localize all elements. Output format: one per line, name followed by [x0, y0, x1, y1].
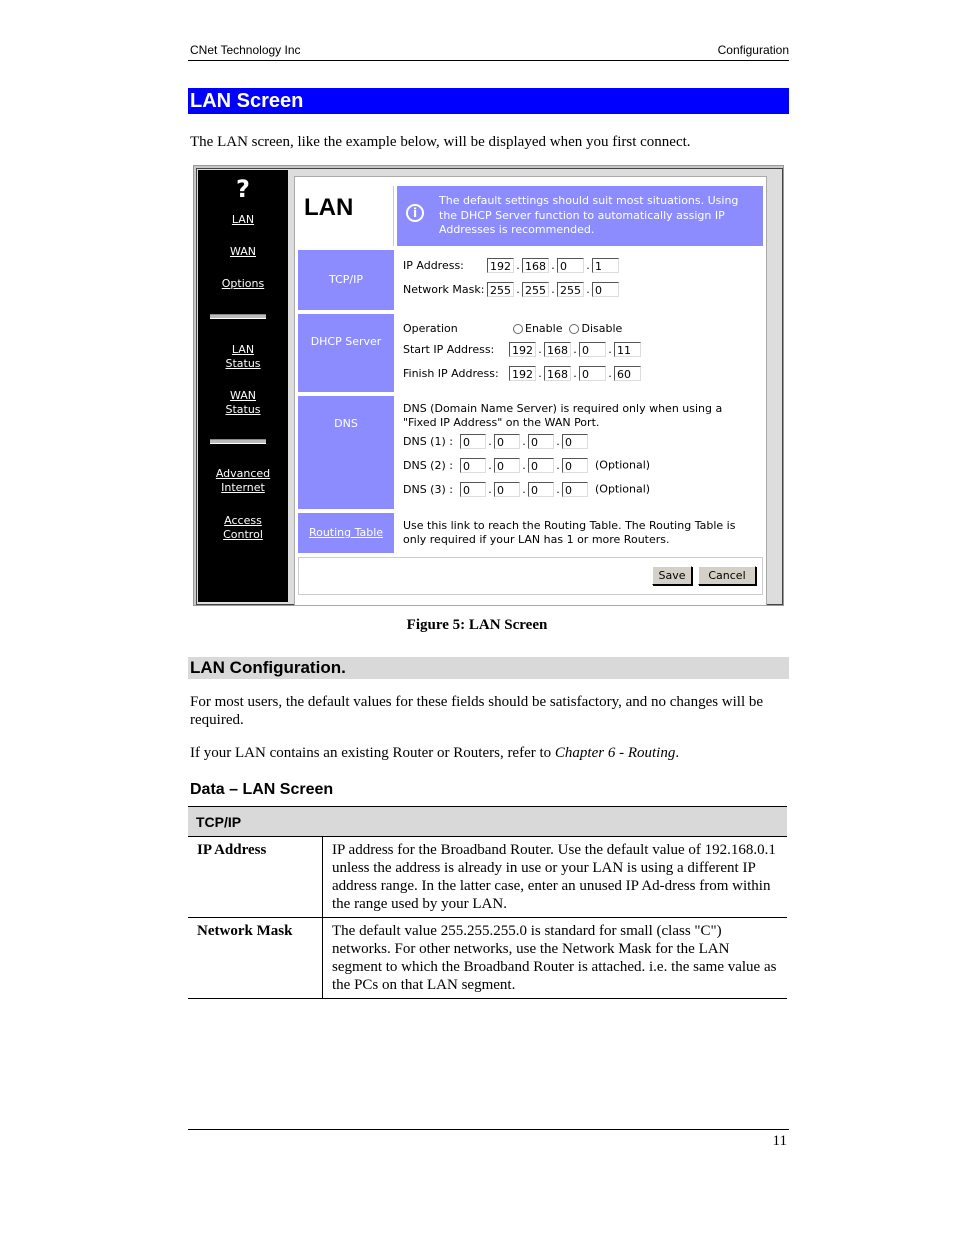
- paragraph-defaults: For most users, the default values for these fields should be satisfactory, and no changes will be required.: [190, 694, 764, 728]
- data-title: Data – LAN Screen: [190, 781, 334, 798]
- page-number: 11: [772, 1133, 787, 1149]
- header-left: CNet Technology Inc: [190, 43, 301, 57]
- enable-radio[interactable]: [513, 324, 523, 334]
- header-right: Configuration: [717, 43, 789, 57]
- save-button[interactable]: Save: [652, 566, 692, 585]
- dns3-octet-1[interactable]: 0: [460, 482, 486, 497]
- dns2-octet-1[interactable]: 0: [460, 458, 486, 473]
- sidebar-item-wan[interactable]: WAN: [229, 245, 257, 258]
- cancel-button[interactable]: Cancel: [698, 566, 756, 585]
- dns-section: DNS (Domain Name Server) is required only when using a "Fixed IP Address" on the WAN Port. DNS (1) : 0 . 0 . 0 . 0 DNS (2) : 0 . 0 . 0 . 0 (Optional) DNS (3) : 0 . 0 . 0 . 0 (Optional): [397, 396, 763, 509]
- sidebar-item-lan-status[interactable]: [198, 343, 288, 371]
- table-header-row: [188, 807, 787, 837]
- lan-screen-figure: [193, 165, 784, 606]
- table-value: The default value 255.255.255.0 is standard for small (class "C") networks. For other networks, use the Network Mask for the LAN segment to which the Broadband Router is attached. i.e. the same value as the PCs on that LAN segment.: [323, 918, 788, 999]
- finish-octet-3[interactable]: 0: [579, 366, 606, 381]
- table-key: IP Address: [188, 837, 323, 918]
- finish-ip-label: Finish IP Address:: [403, 366, 499, 380]
- sidebar-item-label: Advanced: [215, 467, 271, 480]
- sidebar-item-label: Control: [223, 528, 263, 541]
- section-title: LAN Screen: [188, 88, 789, 114]
- dns2-octet-2[interactable]: 0: [494, 458, 520, 473]
- sidebar-item-lan[interactable]: LAN: [231, 213, 255, 226]
- dns2-octet-3[interactable]: 0: [528, 458, 554, 473]
- table-header: TCP/IP: [188, 807, 787, 837]
- info-icon: i: [406, 204, 424, 222]
- start-ip-label: Start IP Address:: [403, 342, 495, 356]
- mask-octet-3[interactable]: 255: [557, 282, 584, 297]
- routing-table-link[interactable]: Routing Table: [308, 526, 384, 539]
- dns3-octet-4[interactable]: 0: [562, 482, 588, 497]
- finish-octet-4[interactable]: 60: [614, 366, 641, 381]
- help-icon[interactable]: ?: [236, 175, 250, 203]
- ip-octet-3[interactable]: 0: [557, 258, 584, 273]
- title-cell: [298, 186, 394, 246]
- ip-octet-4[interactable]: 1: [592, 258, 619, 273]
- dns3-octet-2[interactable]: 0: [494, 482, 520, 497]
- sidebar-item-label: Status: [225, 403, 261, 416]
- dns3-octet-3[interactable]: 0: [528, 482, 554, 497]
- disable-radio[interactable]: [569, 324, 579, 334]
- routing-section: [397, 513, 763, 553]
- dns1-octet-3[interactable]: 0: [528, 434, 554, 449]
- info-text: The default settings should suit most situations. Using the DHCP Server function to automatically assign IP Addresses is recommended.: [439, 194, 739, 236]
- tcpip-section: IP Address: 192 . 168 . 0 . 1 Network Mask: 255 . 255 . 255 . 0: [397, 250, 763, 310]
- lan-form: [294, 176, 767, 606]
- dns1-octet-4[interactable]: 0: [562, 434, 588, 449]
- mask-octet-2[interactable]: 255: [522, 282, 549, 297]
- sidebar-item-access-control[interactable]: [198, 514, 288, 542]
- header-rule: [188, 60, 789, 61]
- sidebar-item-label: Access: [224, 514, 262, 527]
- dns3-label: DNS (3) :: [403, 482, 453, 496]
- tcpip-label: TCP/IP: [298, 250, 394, 310]
- sidebar: [198, 170, 288, 602]
- data-table: [188, 806, 787, 999]
- dns3-optional: (Optional): [595, 482, 651, 496]
- sidebar-item-label: WAN: [229, 389, 257, 402]
- page-title: LAN: [304, 194, 354, 221]
- paragraph-text: .: [675, 745, 680, 761]
- enable-label: Enable: [525, 322, 563, 335]
- mask-octet-1[interactable]: 255: [487, 282, 514, 297]
- finish-octet-1[interactable]: 192: [509, 366, 536, 381]
- start-octet-1[interactable]: 192: [509, 342, 536, 357]
- dns2-label: DNS (2) :: [403, 458, 453, 472]
- chapter-reference: Chapter 6 - Routing: [554, 745, 676, 761]
- footer-rule: [188, 1129, 789, 1130]
- sidebar-item-label: LAN: [231, 343, 255, 356]
- start-octet-3[interactable]: 0: [579, 342, 606, 357]
- intro-paragraph: The LAN screen, like the example below, will be displayed when you first connect.: [190, 134, 691, 150]
- ip-octet-1[interactable]: 192: [487, 258, 514, 273]
- sidebar-divider: [210, 439, 266, 444]
- sidebar-item-label: Status: [225, 357, 261, 370]
- dns1-octet-1[interactable]: 0: [460, 434, 486, 449]
- dns2-optional: (Optional): [595, 458, 651, 472]
- dns-label: DNS: [298, 396, 394, 509]
- operation-label: Operation: [403, 322, 458, 335]
- dhcp-server-label: DHCP Server: [298, 314, 394, 392]
- start-octet-4[interactable]: 11: [614, 342, 641, 357]
- mask-octet-4[interactable]: 0: [592, 282, 619, 297]
- dns1-label: DNS (1) :: [403, 434, 453, 448]
- start-octet-2[interactable]: 168: [544, 342, 571, 357]
- dhcp-section: Operation Enable Disable Start IP Address: 192 . 168 . 0 . 11 Finish IP Address: 192 . 168 . 0 . 60: [397, 314, 763, 392]
- paragraph-text: If your LAN contains an existing Router or Routers, refer to: [190, 745, 555, 761]
- sidebar-divider: [210, 314, 266, 319]
- finish-octet-2[interactable]: 168: [544, 366, 571, 381]
- sidebar-item-options[interactable]: Options: [221, 277, 265, 290]
- sidebar-item-label: Internet: [221, 481, 265, 494]
- disable-label: Disable: [581, 322, 623, 335]
- info-banner: [397, 186, 763, 246]
- routing-table-cell: [298, 513, 394, 553]
- table-key: Network Mask: [188, 918, 323, 999]
- dns1-octet-2[interactable]: 0: [494, 434, 520, 449]
- network-mask-label: Network Mask:: [403, 282, 485, 296]
- sidebar-item-wan-status[interactable]: [198, 389, 288, 417]
- subsection-title: LAN Configuration.: [188, 657, 789, 679]
- paragraph-routing: [190, 744, 788, 762]
- routing-text: Use this link to reach the Routing Table. The Routing Table is only required if your LAN has 1 or more Routers.: [403, 519, 736, 546]
- dns-note: DNS (Domain Name Server) is required only when using a "Fixed IP Address" on the WAN Port.: [403, 402, 723, 429]
- table-row: [188, 918, 787, 999]
- sidebar-item-advanced-internet[interactable]: [198, 467, 288, 495]
- dns2-octet-4[interactable]: 0: [562, 458, 588, 473]
- figure-caption: Figure 5: LAN Screen: [406, 617, 548, 633]
- table-row: [188, 837, 787, 918]
- table-value: IP address for the Broadband Router. Use the default value of 192.168.0.1 unless the address is already in use or your LAN is using a different IP address range. In the latter case, enter an unused IP Ad-dress from within the range used by your LAN.: [323, 837, 788, 918]
- ip-address-label: IP Address:: [403, 258, 464, 272]
- ip-octet-2[interactable]: 168: [522, 258, 549, 273]
- button-bar: [298, 557, 763, 595]
